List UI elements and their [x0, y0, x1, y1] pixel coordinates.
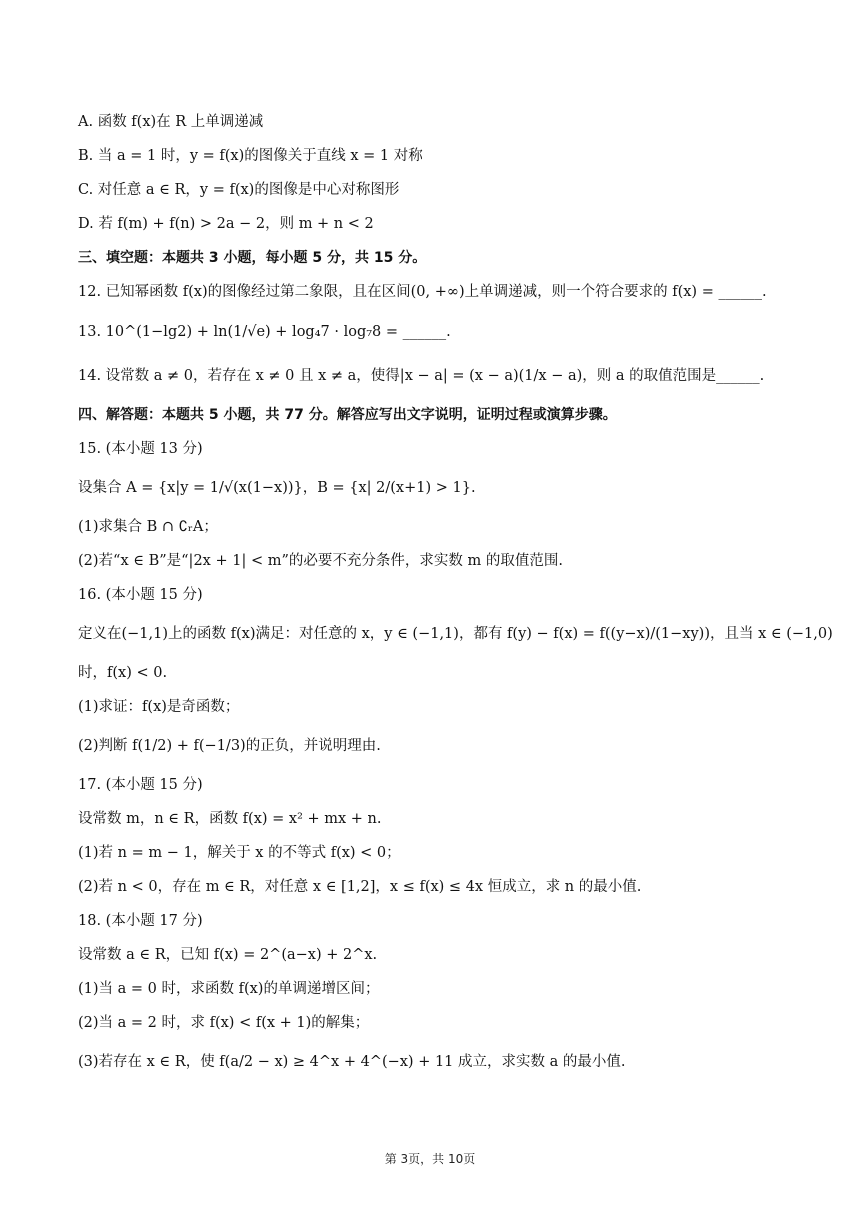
page-footer: 第 3页，共 10页 [384, 1152, 476, 1166]
option-b: B. 当 a = 1 时，y = f(x)的图像关于直线 x = 1 对称 [78, 148, 423, 164]
option-c: C. 对任意 a ∈ R，y = f(x)的图像是中心对称图形 [78, 182, 400, 198]
section3-heading: 三、填空题：本题共 3 小题，每小题 5 分，共 15 分。 [78, 250, 427, 266]
q16-title: 16. (本小题 15 分) [78, 587, 203, 603]
q17-part1: (1)若 n = m − 1，解关于 x 的不等式 f(x) < 0； [78, 845, 401, 861]
q18-title: 18. (本小题 17 分) [78, 913, 203, 929]
q16-part2: (2)判断 f(1/2) + f(−1/3)的正负，并说明理由. [78, 738, 381, 754]
q17-stem: 设常数 m，n ∈ R，函数 f(x) = x² + mx + n. [78, 811, 382, 827]
q15-stem: 设集合 A = {x|y = 1/√(x(1−x))}，B = {x| 2/(x+1) > 1}. [78, 480, 476, 496]
section4-heading: 四、解答题：本题共 5 小题，共 77 分。解答应写出文字说明，证明过程或演算步骤。 [78, 407, 617, 423]
q17-part2: (2)若 n < 0，存在 m ∈ R，对任意 x ∈ [1,2]，x ≤ f(x) ≤ 4x 恒成立，求 n 的最小值. [78, 879, 642, 895]
q15-part1: (1)求集合 B ∩ ∁ᵣA； [78, 519, 218, 535]
q16-part1: (1)求证：f(x)是奇函数； [78, 699, 240, 715]
question-14: 14. 设常数 a ≠ 0，若存在 x ≠ 0 且 x ≠ a，使得|x − a| = (x − a)(1/x − a)，则 a 的取值范围是______. [78, 368, 765, 384]
option-a: A. 函数 f(x)在 R 上单调递减 [78, 114, 264, 130]
q16-stem-line2: 时，f(x) < 0. [78, 665, 168, 681]
question-13: 13. 10^(1−lg2) + ln(1/√e) + log₄7 · log₇8 = ______. [78, 324, 451, 340]
q17-title: 17. (本小题 15 分) [78, 777, 203, 793]
q15-title: 15. (本小题 13 分) [78, 441, 203, 457]
q18-part3: (3)若存在 x ∈ R，使 f(a/2 − x) ≥ 4^x + 4^(−x) + 11 成立，求实数 a 的最小值. [78, 1054, 626, 1070]
q18-part2: (2)当 a = 2 时，求 f(x) < f(x + 1)的解集； [78, 1015, 370, 1031]
q18-part1: (1)当 a = 0 时，求函数 f(x)的单调递增区间； [78, 981, 380, 997]
question-12: 12. 已知幂函数 f(x)的图像经过第二象限，且在区间(0, +∞)上单调递减，则一个符合要求的 f(x) = ______. [78, 284, 767, 300]
q15-part2: (2)若“x ∈ B”是“|2x + 1| < m”的必要不充分条件，求实数 m 的取值范围. [78, 553, 563, 569]
option-d: D. 若 f(m) + f(n) > 2a − 2，则 m + n < 2 [78, 216, 374, 232]
q18-stem: 设常数 a ∈ R，已知 f(x) = 2^(a−x) + 2^x. [78, 947, 378, 963]
q16-stem-line1: 定义在(−1,1)上的函数 f(x)满足：对任意的 x，y ∈ (−1,1)，都有 f(y) − f(x) = f((y−x)/(1−xy))，且当 x ∈ (−1,0) [78, 626, 833, 642]
